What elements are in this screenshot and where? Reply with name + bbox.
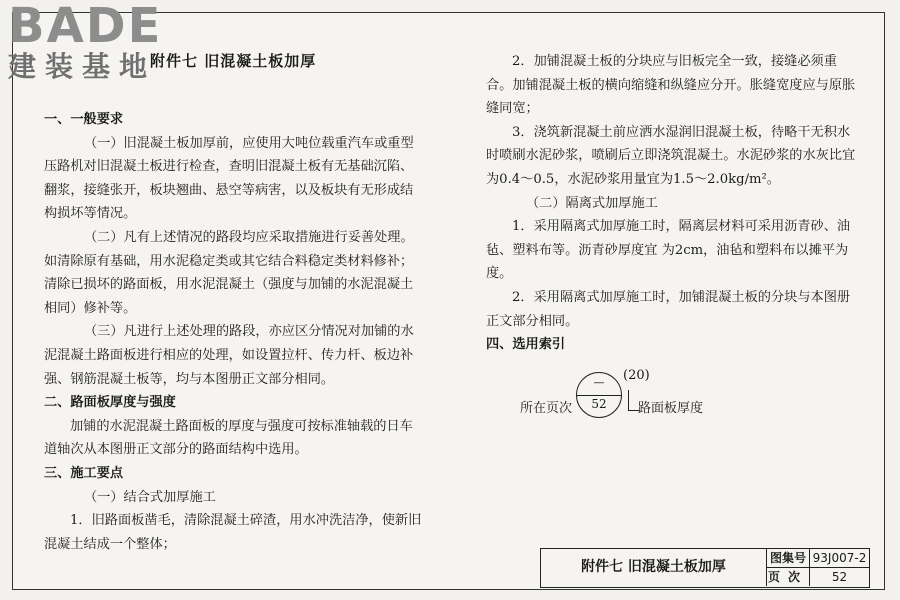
index-thickness-value: (20) [623,368,650,383]
drawing-number-label: 图集号 [767,549,810,568]
index-label-thickness: 路面板厚度 [638,401,704,416]
index-circle-page-number: 52 [591,397,607,411]
paragraph: 1．采用隔离式加厚施工时，隔离层材料可采用沥青砂、油毡、塑料布等。沥青砂厚度宜 为2cm，油毡和塑料布以摊平为度。 [486,219,851,282]
section-heading: 一、一般要求 [44,112,124,127]
paragraph: 2．加铺混凝土板的分块应与旧板完全一致，接缝必须重合。加铺混凝土板的横向缩缝和纵缝应分开。胀缝宽度应与原胀缝同宽； [486,54,856,117]
paragraph: （一）旧混凝土板加厚前，应使用大吨位载重汽车或重型压路机对旧混凝土板进行检查，查明旧混凝土板有无基础沉陷、翻浆，接缝张开，板块翘曲、悬空等病害，以及板块有无形成结构损坏等情况。 [44,135,414,222]
section-heading: 四、选用索引 [486,337,566,353]
paragraph: 2．采用隔离式加厚施工时，加铺混凝土板的分块与本图册正文部分相同。 [486,289,851,329]
watermark-logo-word: BADE [8,0,163,54]
section-heading: 三、施工要点 [44,465,124,481]
right-text-column [486,50,858,357]
paragraph: 加铺的水泥混凝土路面板的厚度与强度可按标准轴载的日车道轴次从本图册正文部分的路面结构中选用。 [44,418,413,458]
index-figure [520,364,740,424]
paragraph: 1．旧路面板凿毛，清除混凝土碎渣，用水冲洗洁净，使新旧混凝土结成一个整体； [44,513,422,552]
watermark-logo-subtitle: 建装基地 [8,50,157,83]
paragraph: （二）凡有上述情况的路段均应采取措施进行妥善处理。如清除原有基础，用水泥稳定类或其它结合料稳定类材料修补；清除已损坏的路面板，用水泥混凝土（强度与加铺的水泥混凝土相同）修补等。 [44,229,414,316]
title-block-title: 附件七 旧混凝土板加厚 [541,549,767,586]
left-text-column [44,108,426,556]
title-block [540,548,870,588]
paragraph: （一）结合式加厚施工 [84,489,216,505]
page-number: 52 [831,570,848,584]
drawing-number: 93J007-2 [810,549,869,568]
section-heading: 二、路面板厚度与强度 [44,395,176,411]
index-circle-top: — [593,376,605,389]
index-label-page: 所在页次 [520,401,573,416]
paragraph: 3．浇筑新混凝土前应洒水湿润旧混凝土板，待略干无积水时喷刷水泥砂浆，喷刷后立即浇筑混凝土。水泥砂浆的水灰比宜为0.4～0.5，水泥砂浆用量宜为1.5～2.0kg/m²。 [486,124,856,187]
page-number-label: 页次 [767,570,808,584]
page-title: 附件七 旧混凝土板加厚 [150,52,317,70]
paragraph: （二）隔离式加厚施工 [526,195,658,211]
index-circle [576,372,622,418]
paragraph: （三）凡进行上述处理的路段，亦应区分情况对加铺的水泥混凝土路面板进行相应的处理，如设置拉杆、传力杆、板边补强、钢筋混凝土板等，均与本图册正文部分相同。 [44,324,414,387]
